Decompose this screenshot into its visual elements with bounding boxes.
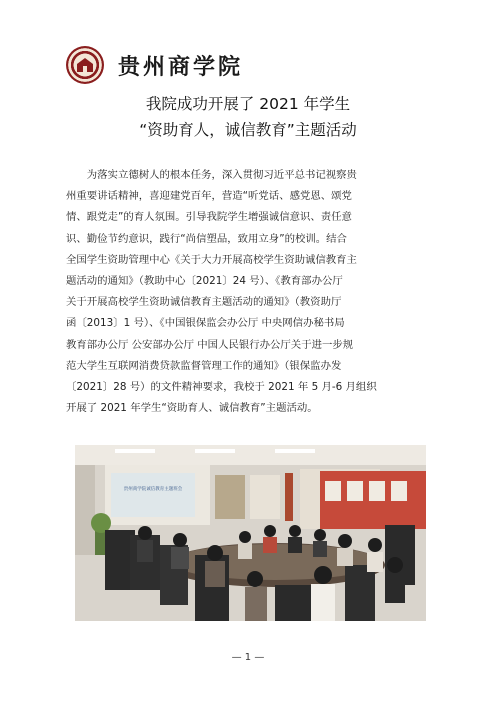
article-title-line-2: “资助育人，诚信教育”主题活动 [139,121,357,139]
body-line: 教育部办公厅 公安部办公厅 中国人民银行办公厅关于进一步规 [66,338,354,351]
school-seal-icon [66,46,104,84]
meeting-photo [75,445,426,621]
body-line: 识、勤俭节约意识，践行“尚信塑品，致用立身”的校训。结合 [66,232,347,245]
body-line: 为落实立德树人的根本任务，深入贯彻习近平总书记视察贵 [66,169,357,181]
body-line: 全国学生资助管理中心《关于大力开展高校学生资助诚信教育主 [66,253,357,266]
screen-slide-text: 贵州商学院诚信教育主题班会 [123,487,183,492]
meeting-photo-illustration [75,445,426,621]
page-number: — 1 — [231,652,265,663]
school-name: 贵州商学院 [118,53,244,80]
body-line: 函〔2013〕1 号）、《中国银保监会办公厅 中央网信办秘书局 [66,317,345,330]
body-line: 题活动的通知》（教助中心〔2021〕24 号）、《教育部办公厅 [66,274,343,287]
body-line: 州重要讲话精神，喜迎建党百年，营造“听党话、感党恩、颂党 [66,190,352,203]
body-line: 情、跟党走”的育人氛围。引导我院学生增强诚信意识、责任意 [66,211,352,224]
body-line: 〔2021〕28 号）的文件精神要求，我校于 2021 年 5 月-6 月组织 [66,380,377,393]
body-line: 范大学生互联网消费贷款监督管理工作的通知》（银保监办发 [66,359,342,372]
article-title-line-1: 我院成功开展了 2021 年学生 [145,95,351,113]
article-body [66,165,434,419]
body-line: 开展了 2021 年学生“资助育人、诚信教育”主题活动。 [66,402,318,415]
body-line: 关于开展高校学生资助诚信教育主题活动的通知》（教资助厅 [66,296,342,309]
page-header [66,44,243,86]
